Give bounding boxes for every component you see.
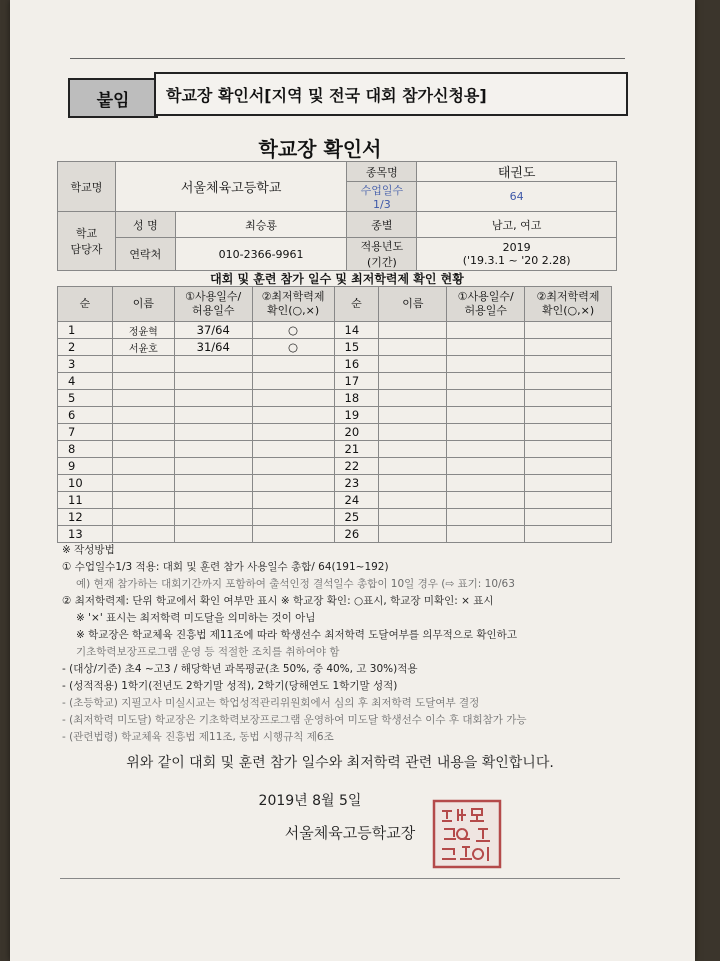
row-no-right: 26 xyxy=(334,526,379,543)
row-days xyxy=(174,390,252,407)
divider-bottom xyxy=(60,878,620,879)
row-check-right xyxy=(525,441,612,458)
row-name xyxy=(112,509,174,526)
col-name: 이름 xyxy=(112,287,174,322)
row-name xyxy=(112,492,174,509)
row-name-right xyxy=(379,424,447,441)
note-line: ※ 작성방법 xyxy=(62,544,115,556)
col-min-right xyxy=(525,287,612,322)
row-check-right xyxy=(525,526,612,543)
attachment-badge: 붙임 xyxy=(68,78,158,118)
row-check: ○ xyxy=(252,322,334,339)
row-check xyxy=(252,458,334,475)
row-name-right xyxy=(379,339,447,356)
note-line: ② 최저학력제: 단위 학교에서 확인 여부만 표시 ※ 학교장 확인: ○표시, 학교장 미확인: × 표시 xyxy=(62,595,494,607)
info-table xyxy=(57,161,617,271)
days-label-line1: 수업일수 xyxy=(360,184,404,197)
row-name xyxy=(112,390,174,407)
days-label-line2: 1/3 xyxy=(373,198,391,211)
col-no: 순 xyxy=(58,287,113,322)
row-no: 5 xyxy=(58,390,113,407)
table-row xyxy=(58,526,612,543)
row-no: 7 xyxy=(58,424,113,441)
col-no-right: 순 xyxy=(334,287,379,322)
row-name xyxy=(112,407,174,424)
row-check-right xyxy=(525,424,612,441)
row-days xyxy=(174,475,252,492)
row-no: 11 xyxy=(58,492,113,509)
row-name xyxy=(112,526,174,543)
row-name xyxy=(112,356,174,373)
row-check-right xyxy=(525,458,612,475)
row-no-right: 14 xyxy=(334,322,379,339)
row-days-right xyxy=(447,373,525,390)
row-days xyxy=(174,441,252,458)
row-days xyxy=(174,458,252,475)
year-label-line1: 적용년도 xyxy=(360,240,404,253)
row-days-right xyxy=(447,356,525,373)
table-row xyxy=(58,441,612,458)
table-row xyxy=(58,509,612,526)
row-no: 1 xyxy=(58,322,113,339)
note-line: - (초등학교) 지필고사 미실시교는 학업성적관리위원회에서 심의 후 최저학력 도달여부 결정 xyxy=(62,697,480,709)
confirm-statement: 위와 같이 대회 및 훈련 참가 일수와 최저학력 관련 내용을 확인합니다. xyxy=(126,755,554,771)
note-line: - (관련법령) 학교체육 진흥법 제11조, 동법 시행규칙 제6조 xyxy=(62,731,334,743)
note-line: ※ 학교장은 학교체육 진흥법 제11조에 따라 학생선수 최저학력 도달여부를 의무적으로 확인하고 xyxy=(76,629,517,641)
row-no-right: 24 xyxy=(334,492,379,509)
note-line: - (최저학력 미도달) 학교장은 기초학력보장프로그램 운영하여 미도달 학생선수 이수 후 대회참가 가능 xyxy=(62,714,527,726)
row-check xyxy=(252,492,334,509)
row-days xyxy=(174,356,252,373)
table-row xyxy=(58,373,612,390)
row-check-right xyxy=(525,356,612,373)
row-name: 서윤호 xyxy=(112,339,174,356)
row-name-right xyxy=(379,322,447,339)
row-name xyxy=(112,373,174,390)
note-line: ① 수업일수1/3 적용: 대회 및 훈련 참가 사용일수 총합/ 64(191~192) xyxy=(62,561,389,573)
row-check-right xyxy=(525,475,612,492)
year-value-line2: ('19.3.1 ~ '20 2.28) xyxy=(462,254,571,267)
col-name-right: 이름 xyxy=(379,287,447,322)
row-no: 10 xyxy=(58,475,113,492)
school-label: 학교명 xyxy=(58,162,116,212)
row-name xyxy=(112,424,174,441)
note-line: 예) 현재 참가하는 대회기간까지 포함하여 출석인정 결석일수 총합이 10일 경우 (⇨ 표기: 10/63 xyxy=(76,578,515,590)
row-no-right: 16 xyxy=(334,356,379,373)
note-line: - (대상/기준) 초4 ~고3 / 해당학년 과목평균(초 50%, 중 40%, 고 30%)적용 xyxy=(62,663,418,675)
row-no: 13 xyxy=(58,526,113,543)
row-no: 3 xyxy=(58,356,113,373)
row-days xyxy=(174,492,252,509)
divider xyxy=(70,58,625,59)
row-name-right xyxy=(379,407,447,424)
row-name-right xyxy=(379,526,447,543)
row-name xyxy=(112,475,174,492)
row-name xyxy=(112,458,174,475)
notes-section xyxy=(62,542,622,746)
manager-label-line1: 학교 xyxy=(75,227,98,240)
col-min xyxy=(252,287,334,322)
row-days-right xyxy=(447,339,525,356)
row-days xyxy=(174,509,252,526)
note-line: 기초학력보장프로그램 운영 등 적절한 조치를 취하여야 함 xyxy=(76,646,340,658)
row-no-right: 20 xyxy=(334,424,379,441)
row-no: 12 xyxy=(58,509,113,526)
table-row xyxy=(58,322,612,339)
row-name-right xyxy=(379,492,447,509)
principal-seal-icon xyxy=(432,799,502,869)
row-no: 2 xyxy=(58,339,113,356)
table-body xyxy=(58,322,612,543)
col-min-right-line1: ②최저학력제 xyxy=(536,290,600,303)
event-label: 종목명 xyxy=(347,162,417,182)
row-check xyxy=(252,526,334,543)
col-min-line2: 확인(○,×) xyxy=(266,304,320,317)
row-check-right xyxy=(525,373,612,390)
col-days-right-line2: 허용일수 xyxy=(464,304,507,317)
category-value: 남고, 여고 xyxy=(417,212,617,238)
row-check: ○ xyxy=(252,339,334,356)
row-days-right xyxy=(447,492,525,509)
table-row xyxy=(58,458,612,475)
row-no: 4 xyxy=(58,373,113,390)
row-check xyxy=(252,441,334,458)
row-check xyxy=(252,356,334,373)
row-no-right: 15 xyxy=(334,339,379,356)
row-check xyxy=(252,509,334,526)
col-min-right-line2: 확인(○,×) xyxy=(541,304,595,317)
row-days xyxy=(174,373,252,390)
row-no: 6 xyxy=(58,407,113,424)
row-name xyxy=(112,441,174,458)
row-check-right xyxy=(525,339,612,356)
table-row xyxy=(58,356,612,373)
participation-table xyxy=(57,286,612,543)
year-value xyxy=(417,238,617,271)
contact-value: 010-2366-9961 xyxy=(175,238,347,271)
row-days-right xyxy=(447,509,525,526)
row-name-right xyxy=(379,390,447,407)
row-name-right xyxy=(379,373,447,390)
row-days-right xyxy=(447,424,525,441)
name-value: 최승룡 xyxy=(175,212,347,238)
row-check xyxy=(252,475,334,492)
row-days-right xyxy=(447,322,525,339)
col-min-line1: ②최저학력제 xyxy=(261,290,325,303)
row-no-right: 23 xyxy=(334,475,379,492)
row-days: 37/64 xyxy=(174,322,252,339)
issue-date: 2019년 8월 5일 xyxy=(258,793,362,809)
row-check-right xyxy=(525,492,612,509)
category-label: 종별 xyxy=(347,212,417,238)
row-no-right: 19 xyxy=(334,407,379,424)
table-row xyxy=(58,339,612,356)
school-value: 서울체육고등학교 xyxy=(115,162,347,212)
principal-signature: 서울체육고등학교장 xyxy=(284,824,416,842)
row-name-right xyxy=(379,458,447,475)
row-days xyxy=(174,526,252,543)
days-label xyxy=(347,182,417,212)
contact-label: 연락처 xyxy=(115,238,175,271)
table-row xyxy=(58,390,612,407)
row-check xyxy=(252,407,334,424)
manager-label-line2: 담당자 xyxy=(70,243,103,256)
row-days: 31/64 xyxy=(174,339,252,356)
row-check-right xyxy=(525,407,612,424)
year-value-line1: 2019 xyxy=(502,241,531,254)
row-check xyxy=(252,390,334,407)
col-days xyxy=(174,287,252,322)
row-name-right xyxy=(379,441,447,458)
row-days xyxy=(174,424,252,441)
col-days-right xyxy=(447,287,525,322)
row-days-right xyxy=(447,390,525,407)
row-name: 정윤혁 xyxy=(112,322,174,339)
row-name-right xyxy=(379,475,447,492)
row-check-right xyxy=(525,509,612,526)
row-days-right xyxy=(447,475,525,492)
col-days-right-line1: ①사용일수/ xyxy=(457,290,514,303)
table-row xyxy=(58,475,612,492)
row-name-right xyxy=(379,509,447,526)
row-check xyxy=(252,424,334,441)
table-row xyxy=(58,492,612,509)
row-no-right: 18 xyxy=(334,390,379,407)
note-line: - (성적적용) 1학기(전년도 2학기말 성적), 2학기(당해연도 1학기말 성적) xyxy=(62,680,398,692)
row-days-right xyxy=(447,441,525,458)
document-title: 학교장 확인서 xyxy=(258,137,382,161)
col-days-line1: ①사용일수/ xyxy=(185,290,242,303)
row-days-right xyxy=(447,407,525,424)
col-days-line2: 허용일수 xyxy=(191,304,235,317)
row-check-right xyxy=(525,390,612,407)
row-no-right: 17 xyxy=(334,373,379,390)
row-no-right: 21 xyxy=(334,441,379,458)
header-title: 학교장 확인서[지역 및 전국 대회 참가신청용] xyxy=(154,72,628,116)
row-check-right xyxy=(525,322,612,339)
row-no: 8 xyxy=(58,441,113,458)
days-value: 64 xyxy=(417,182,617,212)
row-days-right xyxy=(447,458,525,475)
row-no-right: 25 xyxy=(334,509,379,526)
row-days xyxy=(174,407,252,424)
note-line: ※ '×' 표시는 최저학력 미도달을 의미하는 것이 아님 xyxy=(76,612,316,624)
row-name-right xyxy=(379,356,447,373)
name-label: 성 명 xyxy=(115,212,175,238)
row-no: 9 xyxy=(58,458,113,475)
table-row xyxy=(58,407,612,424)
manager-label xyxy=(58,212,116,271)
year-label-line2: (기간) xyxy=(366,256,397,269)
table-row xyxy=(58,424,612,441)
row-check xyxy=(252,373,334,390)
row-no-right: 22 xyxy=(334,458,379,475)
event-value: 태권도 xyxy=(417,162,617,182)
row-days-right xyxy=(447,526,525,543)
year-label xyxy=(347,238,417,271)
section-title: 대회 및 훈련 참가 일수 및 최저학력제 확인 현황 xyxy=(210,272,464,286)
